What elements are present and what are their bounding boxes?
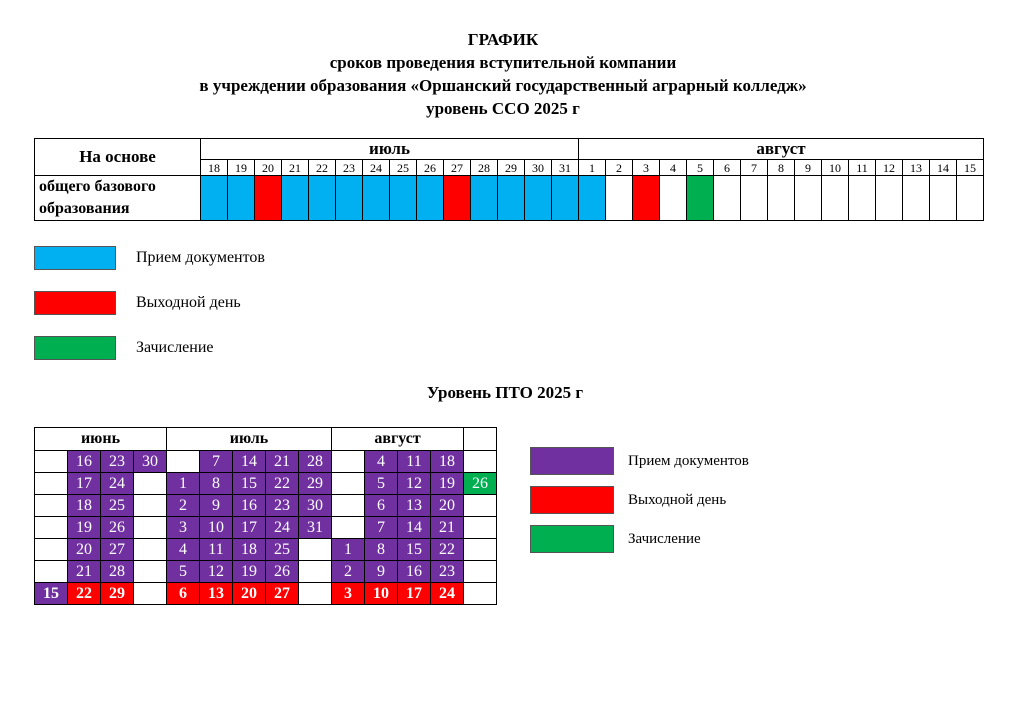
day-header: 24 [363, 160, 390, 176]
status-cell [363, 176, 390, 221]
calendar-cell [35, 561, 68, 583]
calendar-cell: 28 [299, 451, 332, 473]
calendar-cell [332, 473, 365, 495]
calendar-cell: 25 [101, 495, 134, 517]
calendar-cell: 22 [431, 539, 464, 561]
calendar-cell: 27 [101, 539, 134, 561]
day-header: 22 [309, 160, 336, 176]
calendar-cell: 29 [101, 583, 134, 605]
day-header: 3 [633, 160, 660, 176]
calendar-cell: 25 [266, 539, 299, 561]
legend-swatch [530, 486, 614, 514]
calendar-cell: 6 [365, 495, 398, 517]
day-header: 30 [525, 160, 552, 176]
day-header: 2 [606, 160, 633, 176]
legend-label: Зачисление [136, 339, 214, 356]
day-header: 27 [444, 160, 471, 176]
calendar-cell: 12 [398, 473, 431, 495]
day-header: 28 [471, 160, 498, 176]
calendar-cell: 7 [200, 451, 233, 473]
calendar-cell: 20 [233, 583, 266, 605]
calendar-cell [35, 451, 68, 473]
calendar-cell [299, 561, 332, 583]
calendar-cell: 6 [167, 583, 200, 605]
status-cell [255, 176, 282, 221]
calendar-cell: 21 [431, 517, 464, 539]
level-pto-title: Уровень ПТО 2025 г [426, 383, 584, 402]
calendar-cell [299, 583, 332, 605]
calendar-cell: 14 [398, 517, 431, 539]
calendar-cell: 30 [299, 495, 332, 517]
day-header: 7 [741, 160, 768, 176]
calendar-cell: 18 [233, 539, 266, 561]
calendar-cell: 7 [365, 517, 398, 539]
calendar-cell [35, 517, 68, 539]
calendar-cell: 26 [266, 561, 299, 583]
calendar-cell: 11 [398, 451, 431, 473]
calendar-cell [35, 539, 68, 561]
calendar-cell: 14 [233, 451, 266, 473]
day-header: 12 [876, 160, 903, 176]
empty-cell [464, 428, 497, 451]
status-cell [228, 176, 255, 221]
day-header: 23 [336, 160, 363, 176]
calendar-cell: 9 [200, 495, 233, 517]
calendar-cell: 29 [299, 473, 332, 495]
status-cell [606, 176, 633, 221]
status-cell [201, 176, 228, 221]
legend-label: Выходной день [628, 491, 727, 508]
legend-label: Выходной день [136, 294, 241, 311]
status-cell [930, 176, 957, 221]
basis-header: На основе [35, 139, 201, 176]
day-header: 9 [795, 160, 822, 176]
calendar-cell: 10 [200, 517, 233, 539]
calendar-cell: 20 [68, 539, 101, 561]
calendar-cell [134, 561, 167, 583]
status-cell [741, 176, 768, 221]
calendar-cell: 4 [167, 539, 200, 561]
pto-calendar-table [34, 427, 497, 605]
legend-label: Зачисление [628, 530, 701, 547]
status-cell [525, 176, 552, 221]
status-cell [903, 176, 930, 221]
calendar-cell: 10 [365, 583, 398, 605]
calendar-cell: 24 [101, 473, 134, 495]
legend-swatch [34, 246, 116, 270]
title-line-1: ГРАФИК [467, 30, 539, 49]
status-cell [552, 176, 579, 221]
legend-swatch [530, 525, 614, 553]
status-cell [309, 176, 336, 221]
calendar-cell: 5 [365, 473, 398, 495]
basis-value: общего базового образования [35, 176, 201, 221]
status-cell [579, 176, 606, 221]
calendar-cell: 22 [68, 583, 101, 605]
legend-swatch [34, 291, 116, 315]
calendar-cell: 30 [134, 451, 167, 473]
calendar-cell: 3 [167, 517, 200, 539]
status-cell [660, 176, 687, 221]
calendar-cell [35, 495, 68, 517]
calendar-cell: 17 [68, 473, 101, 495]
calendar-cell [332, 517, 365, 539]
day-header: 15 [957, 160, 984, 176]
table-row [35, 473, 497, 495]
calendar-cell: 1 [167, 473, 200, 495]
calendar-cell: 19 [68, 517, 101, 539]
calendar-cell: 24 [431, 583, 464, 605]
day-header: 26 [417, 160, 444, 176]
calendar-cell: 9 [365, 561, 398, 583]
calendar-cell [134, 583, 167, 605]
day-header: 18 [201, 160, 228, 176]
calendar-cell: 26 [464, 473, 497, 495]
calendar-cell: 23 [431, 561, 464, 583]
title-line-4: уровень ССО 2025 г [426, 99, 580, 118]
document-title [0, 28, 1024, 120]
calendar-cell: 1 [332, 539, 365, 561]
day-header: 25 [390, 160, 417, 176]
legend-swatch [34, 336, 116, 360]
legend-swatch [530, 447, 614, 475]
calendar-cell: 4 [365, 451, 398, 473]
day-header: 4 [660, 160, 687, 176]
legend-item [34, 336, 214, 360]
day-header: 8 [768, 160, 795, 176]
calendar-cell: 16 [233, 495, 266, 517]
month-header: июнь [35, 428, 167, 451]
calendar-cell: 2 [167, 495, 200, 517]
month-july: июль [201, 139, 579, 160]
day-header: 31 [552, 160, 579, 176]
status-cell [957, 176, 984, 221]
day-header: 20 [255, 160, 282, 176]
month-header: июль [167, 428, 332, 451]
calendar-cell [134, 539, 167, 561]
day-header: 14 [930, 160, 957, 176]
status-cell [876, 176, 903, 221]
calendar-cell [464, 495, 497, 517]
calendar-cell [299, 539, 332, 561]
status-cell [795, 176, 822, 221]
calendar-cell: 21 [266, 451, 299, 473]
legend-item [530, 486, 726, 514]
calendar-cell: 19 [233, 561, 266, 583]
table-row [35, 451, 497, 473]
day-header: 21 [282, 160, 309, 176]
calendar-cell: 5 [167, 561, 200, 583]
calendar-cell: 31 [299, 517, 332, 539]
calendar-cell: 18 [68, 495, 101, 517]
status-cell [444, 176, 471, 221]
calendar-cell: 15 [35, 583, 68, 605]
calendar-cell [464, 451, 497, 473]
day-header: 11 [849, 160, 876, 176]
calendar-cell [167, 451, 200, 473]
status-cell [417, 176, 444, 221]
month-header: август [332, 428, 464, 451]
table-row [35, 561, 497, 583]
month-august: август [579, 139, 984, 160]
status-cell [768, 176, 795, 221]
calendar-cell: 13 [200, 583, 233, 605]
calendar-cell: 15 [233, 473, 266, 495]
calendar-cell: 19 [431, 473, 464, 495]
calendar-cell [134, 495, 167, 517]
calendar-cell: 16 [68, 451, 101, 473]
calendar-cell [464, 539, 497, 561]
calendar-cell: 18 [431, 451, 464, 473]
calendar-cell [464, 561, 497, 583]
calendar-cell [35, 473, 68, 495]
status-cell [282, 176, 309, 221]
calendar-cell [464, 517, 497, 539]
calendar-cell: 2 [332, 561, 365, 583]
calendar-cell: 3 [332, 583, 365, 605]
status-cell [714, 176, 741, 221]
day-header: 10 [822, 160, 849, 176]
sso-schedule-table [34, 138, 984, 221]
calendar-cell: 16 [398, 561, 431, 583]
day-header: 13 [903, 160, 930, 176]
day-header: 19 [228, 160, 255, 176]
calendar-cell: 8 [200, 473, 233, 495]
legend-item [530, 447, 749, 475]
calendar-cell [332, 451, 365, 473]
title-line-3: в учреждении образования «Оршанский государственный аграрный колледж» [199, 76, 807, 95]
calendar-cell [134, 517, 167, 539]
calendar-cell [134, 473, 167, 495]
status-cell [822, 176, 849, 221]
calendar-cell: 23 [266, 495, 299, 517]
calendar-cell: 15 [398, 539, 431, 561]
legend-label: Прием документов [136, 249, 265, 266]
calendar-cell: 12 [200, 561, 233, 583]
status-cell [336, 176, 363, 221]
calendar-cell: 8 [365, 539, 398, 561]
calendar-cell: 11 [200, 539, 233, 561]
legend-label: Прием документов [628, 452, 749, 469]
calendar-cell: 28 [101, 561, 134, 583]
calendar-cell: 21 [68, 561, 101, 583]
legend-item [530, 525, 701, 553]
day-header: 6 [714, 160, 741, 176]
legend-item [34, 246, 265, 270]
status-cell [633, 176, 660, 221]
calendar-cell: 17 [398, 583, 431, 605]
status-cell [849, 176, 876, 221]
status-cell [471, 176, 498, 221]
calendar-cell: 17 [233, 517, 266, 539]
calendar-cell: 13 [398, 495, 431, 517]
calendar-cell: 23 [101, 451, 134, 473]
calendar-cell: 22 [266, 473, 299, 495]
calendar-cell [332, 495, 365, 517]
table-row [35, 539, 497, 561]
calendar-cell: 20 [431, 495, 464, 517]
table-row [35, 517, 497, 539]
calendar-cell [464, 583, 497, 605]
table-row [35, 583, 497, 605]
legend-item [34, 291, 241, 315]
day-header: 1 [579, 160, 606, 176]
status-cell [390, 176, 417, 221]
calendar-cell: 26 [101, 517, 134, 539]
title-line-2: сроков проведения вступительной компании [329, 53, 677, 72]
calendar-cell: 27 [266, 583, 299, 605]
day-header: 5 [687, 160, 714, 176]
status-cell [687, 176, 714, 221]
day-header: 29 [498, 160, 525, 176]
calendar-cell: 24 [266, 517, 299, 539]
table-row [35, 495, 497, 517]
status-cell [498, 176, 525, 221]
